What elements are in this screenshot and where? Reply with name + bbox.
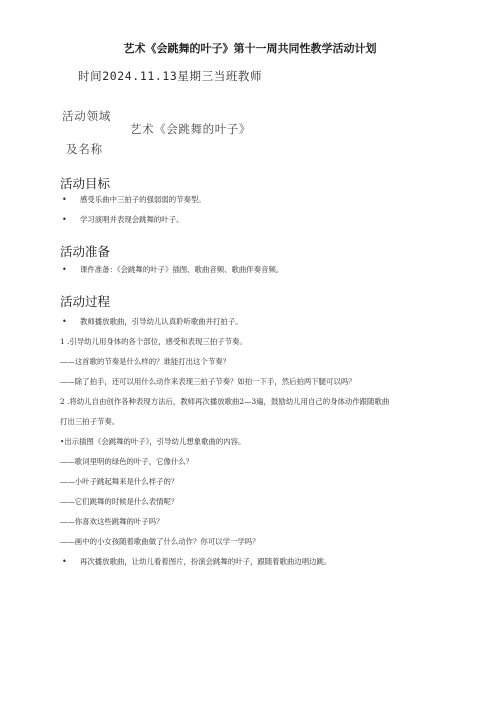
- list-item-text: 学习演唱并表现会跳舞的叶子。: [80, 215, 184, 224]
- process-line: ——这首歌的节奏是什么样的？谁能打出这个节奏？: [60, 357, 230, 366]
- document-title: 艺术《会跳舞的叶子》第十一周共同性教学活动计划: [123, 42, 377, 55]
- list-item-text: 教师播放歌曲，引导幼儿认真聆听歌曲并打拍子。: [80, 317, 243, 326]
- field-label-line2: 及名称: [66, 142, 103, 156]
- process-line: ——画中的小女孩随着歌曲做了什么动作？你可以学一学吗？: [60, 537, 260, 546]
- list-item-text: 感受乐曲中三拍子的强弱弱的节奏型。: [80, 195, 206, 204]
- time-line: 时间2024.11.13星期三当班教师: [78, 69, 263, 83]
- process-line: 1 .引导幼儿用身体的各个部位，感受和表现三拍子节奏。: [60, 337, 247, 346]
- process-line: ——小叶子跳起舞来是什么样子的？: [60, 477, 179, 486]
- section-heading-goals: 活动目标: [60, 176, 111, 191]
- section-heading-prep: 活动准备: [60, 244, 111, 259]
- bullet-icon: •: [62, 195, 67, 204]
- process-line: ——歌词里明的绿色的叶子，它像什么？: [60, 457, 194, 466]
- process-line: 打出三拍子节奏。: [60, 417, 120, 426]
- field-label-line1: 活动领域: [62, 109, 112, 123]
- bullet-icon: •: [62, 557, 67, 566]
- process-line: ——它们跳舞的时候是什么表情呢？: [60, 497, 179, 506]
- process-line: 2 .将幼儿自由创作各种表现方法后，教师再次播放歌曲2—3遍，鼓励幼儿用自己的身体动作跟随歌曲: [60, 397, 390, 406]
- bullet-icon: •: [62, 215, 67, 224]
- list-item-text: 课件准备：《会跳舞的叶子》插图、歌曲音频、歌曲伴奏音频。: [80, 265, 284, 274]
- process-line: ——你喜欢这些跳舞的叶子吗？: [60, 517, 164, 526]
- bullet-icon: •: [62, 317, 67, 326]
- section-heading-process: 活动过程: [60, 294, 111, 309]
- list-item-text: 再次播放歌曲，让幼儿看着图片，扮演会跳舞的叶子，跟随着歌曲边唱边跳。: [80, 557, 332, 566]
- process-line: ——除了拍手，还可以用什么动作来表现三拍子节奏？如拍一下手，然后拍两下腿可以吗？: [60, 377, 356, 386]
- process-line: •出示插图《会跳舞的叶子》，引导幼儿想象歌曲的内容。: [60, 437, 246, 446]
- bullet-icon: •: [62, 265, 67, 274]
- field-value: 艺术《会跳舞的叶子》: [130, 122, 251, 136]
